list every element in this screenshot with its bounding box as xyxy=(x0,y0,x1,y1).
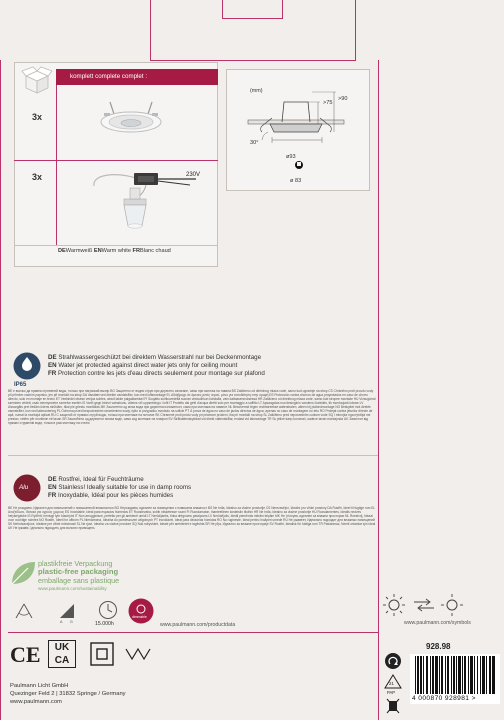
ip-de-line xyxy=(48,354,378,362)
contents-divider-vertical xyxy=(56,85,57,245)
ip-section-divider xyxy=(8,455,378,456)
symbols-url: www.paulmann.com/symbols xyxy=(404,620,471,626)
lifetime-hours: 15.000h xyxy=(95,621,114,627)
top-tab-right xyxy=(282,0,283,18)
energy-class-a: A xyxy=(60,620,63,624)
ip-de-code: DE xyxy=(48,354,57,361)
ip-fr-line xyxy=(48,370,378,378)
contents-banner: komplett complete complet : xyxy=(56,69,218,85)
top-tab-bottom xyxy=(222,18,283,19)
company-url: www.paulmann.com xyxy=(10,699,62,705)
box-icon xyxy=(20,62,54,96)
ukca-top: UK xyxy=(54,642,70,653)
stainless-en-text: Stainless! Ideally suitable for use in damp rooms xyxy=(58,484,192,491)
ip-fr-code: FR xyxy=(48,370,57,377)
energy-class-icon xyxy=(58,602,76,620)
beam-angle-icon xyxy=(12,602,36,620)
downlight-cross-section-drawing xyxy=(242,82,360,190)
article-number: 928.98 xyxy=(426,642,451,651)
stainless-fr-line xyxy=(48,492,378,500)
stainless-en-line xyxy=(48,484,378,492)
top-tab-left xyxy=(222,0,223,18)
left-edge-mark xyxy=(0,60,1,720)
dimension-height-outer: >90 xyxy=(338,96,348,102)
color-temp-en-code: EN xyxy=(93,248,102,254)
dimension-height-inner: >75 xyxy=(323,100,333,106)
barcode-digits: 4 000870 928981 > xyxy=(412,695,476,702)
dimension-cutout: ø 83 xyxy=(290,178,302,184)
ip-en-code: EN xyxy=(48,362,57,369)
ip-de-text: Strahlwassergeschützt bei direktem Wasserstrahl nur bei Deckenmontage xyxy=(58,354,262,361)
dimension-unit-label: (mm) xyxy=(250,88,263,94)
packaging-de-text: plastikfreie Verpackung xyxy=(38,559,113,568)
energy-class-g: G xyxy=(70,620,73,624)
waste-bin-icon xyxy=(386,698,400,714)
color-temp-line xyxy=(58,247,171,255)
color-temp-de-text: Warmweiß xyxy=(65,248,93,254)
stainless-small-print: BE Не ръждаем, Идеален для помешчений с повышенной влажностью BG Неръждаем, идеален за помещения с повишена влажност BS Ne hrđa, Idealno za vlažne prostorije CS Nerezavějící, Ideální pro vlhké prostory DA Rustfri, Ideel til fugtige rum EL Ανοξείδωτο, Ιδανικό για υγρούς χώρους ES Inoxidable, Ideal para espacios húmedos ET Roostevaba, sobib niisketesse ruumi FI Ruostumaton, ihanteellinen kosteisiin tiloihin HR Ne hrđa, Idealno za vlažne prostorije HU Rozsdamentes, Ideális nedves helyiségekbe IS Ryðfrítt, hentugt fyrir blautrými IT Non arrugginisce, perfetto per gli ambienti umidi LT Nerūdijantis, tinka drėgnoms patalpoms LV Nerūsējošs, Ideāli piemērots mitrām telpām MK Не 'рѓосува, идеален за влажни простории NL Roestvrij, Ideaal voor vochtige ruimtes NO Rustfri, Ideell for våtrom PL Nierdzewna, Idealna do pomieszczeń wilgotnych PT Inoxidável, Ideal para divisórias húmidas RO Nu ruginește, Ideal pentru încăperi umede RU Не ржавеет, Идеально подходит для влажных помещений SK Nehrdzavejúce, Ideálne pre vlhké miestnosti SL Ne rjavi, Idealno za vlažne prostore SQ Nuk ndryshket, Ideale për ambientet e lagështa SR Не рђа, Идеално за влажне просторије SV Rostfri, Idealisk för fuktiga rum TR Paslanmaz, Nemli ortamlar için ideal UK Не іржавіє, Ідеально підходить для вологих приміщень xyxy=(8,506,376,530)
color-temp-de-code: DE xyxy=(58,248,66,254)
ip-en-text: Water jet protected against direct water jets only for ceiling mount xyxy=(58,362,238,369)
recycle-icon xyxy=(384,652,402,670)
packaging-url: www.paulmann.com/sustainability xyxy=(38,585,107,591)
company-address: Quezinger Feld 2 | 31832 Springe / Germany xyxy=(10,691,126,697)
packaging-fr-text: emballage sans plastique xyxy=(38,575,120,585)
top-fold-right-vertical xyxy=(355,0,356,60)
stainless-en-code: EN xyxy=(48,484,57,491)
ip65-badge-label: IP65 xyxy=(14,382,27,388)
dimension-diameter: ø93 xyxy=(286,154,296,160)
color-temp-en-text: Warm white xyxy=(101,248,131,254)
bottom-fold-horizontal xyxy=(8,632,378,633)
color-temp-fr-code: FR xyxy=(132,248,140,254)
voltage-label: 230V xyxy=(186,172,201,178)
stainless-main-text xyxy=(48,476,378,500)
top-fold-left-vertical xyxy=(150,0,151,60)
recycling-code-label: PAP xyxy=(387,690,396,695)
row1-quantity: 3x xyxy=(32,112,43,122)
dimension-tilt-angle: 30° xyxy=(250,140,259,146)
ukca-bottom: CA xyxy=(54,655,70,666)
stainless-fr-text: Inoxydable, Idéal pour les pièces humides xyxy=(57,492,174,499)
stainless-fr-code: FR xyxy=(48,492,57,499)
alu-badge-label: Alu xyxy=(19,484,29,491)
dimmable-badge-icon xyxy=(128,598,154,624)
ce-mark: CE xyxy=(10,642,41,667)
color-temp-fr-text: Blanc chaud xyxy=(140,248,171,254)
stainless-de-text: Rostfrei, Ideal für Feuchträume xyxy=(58,476,144,483)
barcode xyxy=(410,654,500,704)
productdata-url: www.paulmann.com/productdata xyxy=(160,622,236,628)
row2-quantity: 3x xyxy=(32,172,43,182)
right-edge-fold xyxy=(378,60,379,720)
company-info xyxy=(10,682,210,706)
recycling-code-number: 21 xyxy=(389,681,394,686)
packaging-text xyxy=(38,560,168,592)
stainless-de-code: DE xyxy=(48,476,57,483)
top-fold-horizontal xyxy=(150,60,356,61)
ip65-badge-icon xyxy=(13,352,41,380)
stainless-de-line xyxy=(48,476,378,484)
company-name: Paulmann Licht GmbH xyxy=(10,683,69,689)
ip-fr-text: Protection contre les jets d'eau directs seulement pour montage sur plafond xyxy=(57,370,265,377)
contents-footer-divider xyxy=(14,245,218,246)
ledw-symbol-icon xyxy=(124,646,154,662)
contents-divider-horizontal xyxy=(14,160,218,161)
ip-en-line xyxy=(48,362,378,370)
ukca-mark xyxy=(48,640,76,668)
protection-class-icon xyxy=(90,642,114,666)
downlight-product-image xyxy=(96,96,166,142)
ip-small-print: BE е всичко да правна стрнвений воды, только при нагрязкий вызнр BG Защитено от водни струи при директно излагане, само при монтаж на тавана BS Zaštićeno od direktnog mlaza vode, samo kod ugradnje na strop CS Chráněno proti proudu vody při přímém vodním paprsku, jen při montáži na strop DA Vandtæt ved direkte vandstråler, kun med loftsmontage EL Αδιάβροχο σε άμεσες ριπές νερού, μόνο για τοποθέτηση στην οροφή ES Protección contra chorros de agua proyectados en caso de chorro directo, solo en montaje en techo ET Veekindel otsese veejoa suhtes, ainult lakke paigaldamisel FI Suojattu suihkuvedeltä suoran vesisuihkun kohdalla, vain kattoasennuksessa HR Zaštićeno od direktnog mlaza vode, samo kod stropne montaže HU Vízsugárral szemben védett, csak mennyezetre szerelve esetén IS Varið gegn beinni vatnsbunu, aðeins við uppsetningu í lofti IT Protetto dai getti d'acqua diretti solo per montaggio a soffitto LT Apsaugotas nuo tiesioginio vandens čiurkšlės, tik montuojant lubose LV Aizsargāts pret tiešām ūdens strūklām, tikai pie griestu montāžas MK Заштитено од млаз вода при директна изложеност, само при монтажа на таванот NL Beschermd tegen rechtstreekse waterstralen, alleen bij plafondmontage NO Beskyttet mot direkte vannstråler, kun ved takmontering PL Ochrona przed bezpośrednim strumieniem wody, tylko w przypadku montażu na suficie PT À prova de água no caso de jactos directos de água, apenas no caso de montagem no teto RO Protejat contra jeturilor directe de apă, numai la montajul aplicat RU С защитой от прямых струй воды, только при монтаже на потолке SK Chránené proti prúdu vody pri priamom prúdení, iba pri montáži na strop SL Zaščiteno pred neposrednim curkom vode SQ I mbrojtur nga rrjedhja me presion, vetëm për montimin në tavan SR Заштићено од директног млаза воде, само код монтаже на плафон SV Strålvattenskyddad vid direkt vattenstrålar, endast vid takmontage TR Su jetine karşı korumalı, sadece tavan montajında UK Захистон від прямих струменів води, тільки в разі монтажу на стелю xyxy=(8,389,376,425)
dimmable-label: dimmable xyxy=(132,615,147,619)
ip-main-text xyxy=(48,354,378,378)
lifetime-clock-icon xyxy=(98,600,118,620)
barcode-bars xyxy=(415,656,495,694)
packaging-en-text: plastic-free packaging xyxy=(38,567,119,576)
leaf-eco-icon xyxy=(8,558,38,588)
sun-rain-symbol-icon xyxy=(382,590,468,620)
